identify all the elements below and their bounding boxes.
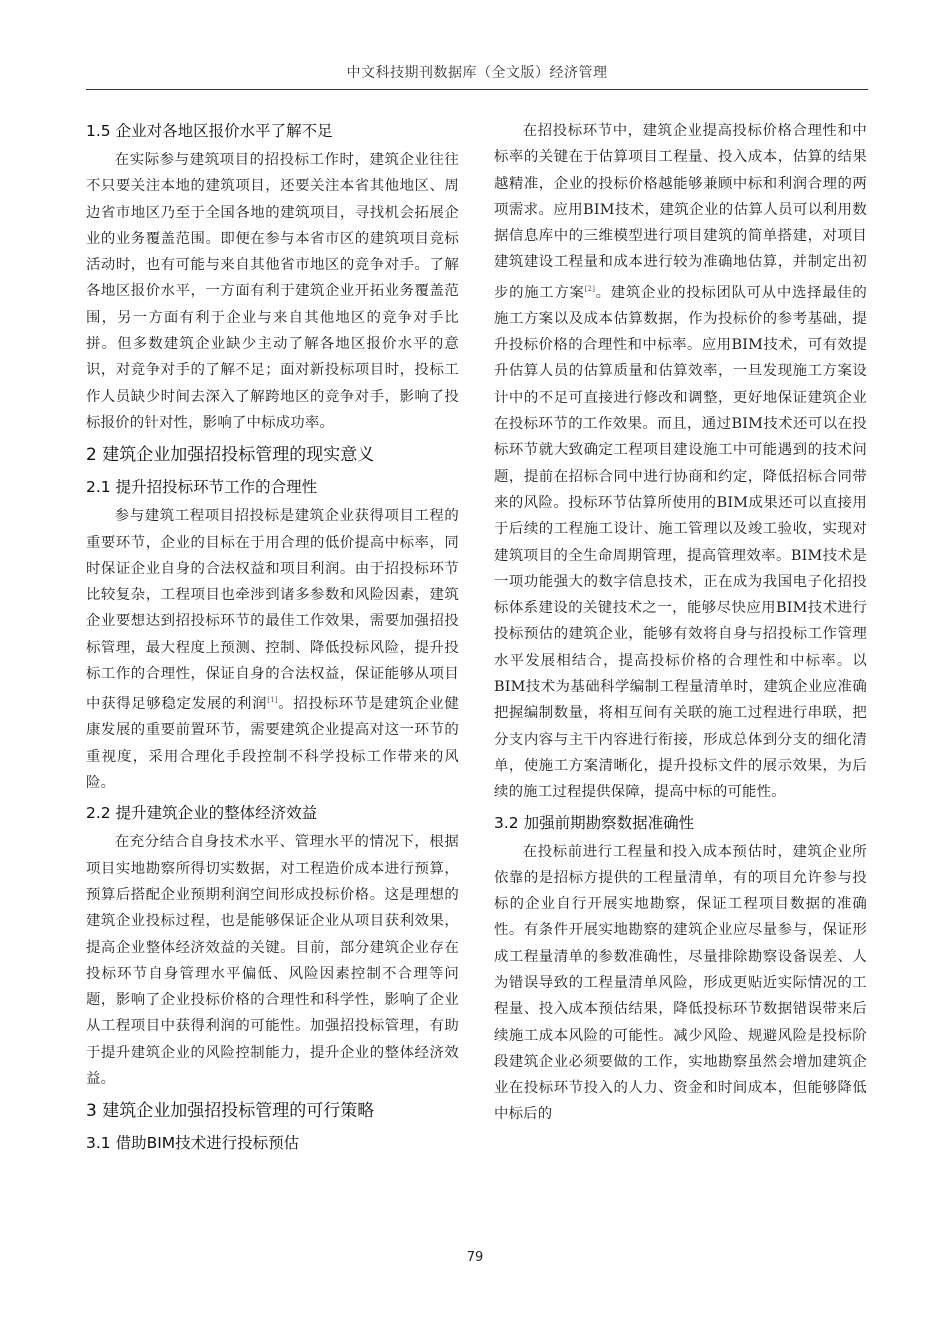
section-2-1-text: 参与建筑工程项目招投标是建筑企业获得项目工程的重要环节，企业的目标在于用合理的低价提高中标率，同时保证企业自身的合法权益和项目利润。由于招投标环节比较复杂，工程项目也牵涉到诸多参数和风险因素，建筑企业要想达到招投标环节的最佳工作效果，需要加强招投标管理，最大程度上预测、控制、降低投标风险，提升投标工作的合理性，保证自身的合法权益，保证能够从项目中获得足够稳定发展的利润 [86, 508, 459, 713]
section-1-5-title: 1.5 企业对各地区报价水平了解不足 [86, 122, 333, 140]
section-2-2-paragraph: 在充分结合自身技术水平、管理水平的情况下，根据项目实地勘察所得切实数据，对工程造价成本进行预算，预算后搭配企业预期利润空间形成投标价格。这是理想的建筑企业投标过程，也是能够保证企业从项目获利效果，提高企业整体经济效益的关键。目前，部分建筑企业存在投标环节自身管理水平偏低、风险因素控制不合理等问题，影响了企业投标价格的合理性和科学性，影响了企业从工程项目中获得利润的可能性。加强招投标管理，有助于提升建筑企业的风险控制能力，提升企业的整体经济效益。 [86, 834, 459, 1087]
citation-1: [1] [267, 696, 278, 705]
section-1-5-paragraph: 在实际参与建筑项目的招投标工作时，建筑企业往往不只要关注本地的建筑项目，还要关注本省其他地区、周边省市地区乃至于全国各地的建筑项目，寻找机会拓展企业的业务覆盖范围。即便在参与本省市区的建筑项目竞标活动时，也有可能与来自其他省市地区的竞争对手。了解各地区报价水平，一方面有利于建筑企业开拓业务覆盖范围，另一方面有利于企业与来自其他地区的竞争对手比拼。但多数建筑企业缺少主动了解各地区报价水平的意识，对竞争对手的了解不足；面对新投标项目时，投标工作人员缺少时间去深入了解跨地区的竞争对手，影响了投标报价的针对性，影响了中标成功率。 [86, 152, 459, 431]
section-2-title: 2 建筑企业加强招投标管理的现实意义 [86, 445, 375, 466]
citation-2: [2] [584, 284, 596, 293]
journal-header: 中文科技期刊数据库（全文版）经济管理 [346, 65, 608, 81]
header-divider [86, 89, 868, 90]
section-3-title: 3 建筑企业加强招投标管理的可行策略 [86, 1101, 375, 1122]
section-2-1-title: 2.1 提升招投标环节工作的合理性 [86, 478, 318, 497]
section-3-2-title: 3.2 加强前期勘察数据准确性 [494, 813, 695, 832]
section-3-1-paragraph [494, 118, 867, 806]
section-2-1-text-tail: 。招投标环节是建筑企业健康发展的重要前置环节，需要建筑企业提高对这一环节的重视度，采用合理化手段控制不科学投标工作带来的风险。 [86, 696, 460, 792]
section-3-2-paragraph: 在投标前进行工程量和投入成本预估时，建筑企业所依靠的是招标方提供的工程量清单，有的项目允许参与投标的企业自行开展实地勘察，保证工程项目数据的准确性。有条件开展实地勘察的建筑企业应尽量参与，保证形成工程量清单的参数准确性，尽量排除勘察设备误差、人为错误导致的工程量清单风险，形成更贴近实际情况的工程量、投入成本预估结果，降低投标环节数据错误带来后续施工成本风险的可能性。减少风险、规避风险是投标阶段建筑企业必须要做的工作，实地勘察虽然会增加建筑企业在投标环节投入的人力、资金和时间成本，但能够降低中标后的 [494, 843, 867, 1123]
section-2-2-title: 2.2 提升建筑企业的整体经济效益 [86, 804, 318, 823]
section-3-1-text: 在招投标环节中，建筑企业提高投标价格合理性和中标率的关键在于估算项目工程量、投入成本，估算的结果越精准，企业的投标价格越能够兼顾中标和利润合理的两项需求。应用BIM技术，建筑企业的估算人员可以利用数据信息库中的三维模型进行项目建筑的简单搭建，对项目建筑建设工程量和成本进行较为准确地估算，并制定出初步的施工方案 [494, 123, 867, 301]
right-column [494, 118, 867, 1132]
section-3-1-title: 3.1 借助BIM技术进行投标预估 [86, 1134, 300, 1153]
section-3-1-text-tail: 。建筑企业的投标团队可从中选择最佳的施工方案以及成本估算数据，作为投标价的参考基础，提升投标价格的合理性和中标率。应用BIM技术，可有效提升估算人员的估算质量和估算效率，一旦发现施工方案设计中的不足可直接进行修改和调整，更好地保证建筑企业在投标环节的工作效果。而且，通过BIM技术还可以在投标环节就大致确定工程项目建设施工中可能遇到的技术问题，提前在招标合同中进行协商和约定，降低招标合同带来的风险。投标环节估算所使用的BIM成果还可以直接用于后续的工程施工设计、施工管理以及竣工验收，实现对建筑项目的全生命周期管理，提高管理效率。BIM技术是一项功能强大的数字信息技术，正在成为我国电子化招投标体系建设的关键技术之一，能够尽快应用BIM技术进行投标预估的建筑企业，能够有效将自身与招投标工作管理水平发展相结合，提高投标价格的合理性和中标率。以BIM技术为基础科学编制工程量清单时，建筑企业应准确把握编制数量，将相互间有关联的施工过程进行串联，把分支内容与主干内容进行衔接，形成总体到分支的细化清单，使施工方案清晰化，提升投标文件的展示效果，为后续的施工过程提供保障，提高中标的可能性。 [494, 284, 867, 801]
page-number: 79 [466, 1250, 484, 1265]
section-2-1-paragraph [86, 503, 459, 796]
left-column [86, 118, 459, 1159]
